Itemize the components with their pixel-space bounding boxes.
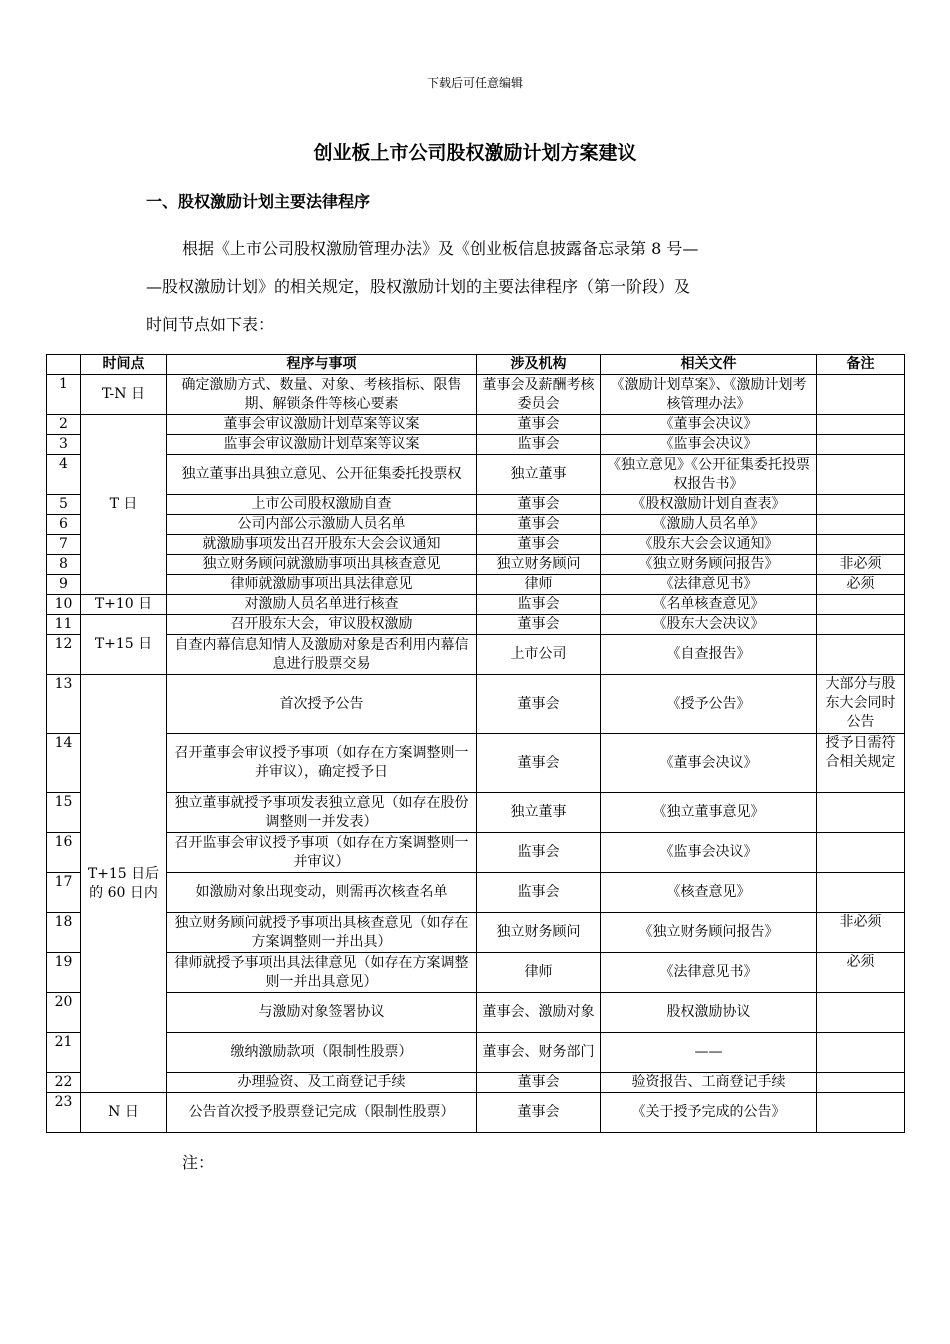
header-org: 涉及机构 — [477, 355, 601, 375]
doc-cell: 《股东大会决议》 — [601, 615, 817, 635]
org-cell: 董事会 — [477, 1073, 601, 1093]
time-point: T+15 日 — [81, 615, 167, 675]
note-cell: 必须 — [817, 953, 905, 993]
item-cell: 就激励事项发出召开股东大会会议通知 — [167, 535, 477, 555]
header-item: 程序与事项 — [167, 355, 477, 375]
footnote: 注： — [182, 1153, 215, 1172]
time-point: T+10 日 — [81, 595, 167, 615]
table-row — [47, 435, 905, 455]
row-number: 8 — [47, 555, 81, 575]
note-cell — [817, 535, 905, 555]
doc-cell: 《独立意见》《公开征集委托投票权报告书》 — [601, 455, 817, 495]
note-cell: 非必须 — [817, 555, 905, 575]
table-header-row — [47, 355, 905, 375]
table-row — [47, 793, 905, 833]
note-cell — [817, 873, 905, 913]
table-row — [47, 635, 905, 675]
note-cell — [817, 415, 905, 435]
document-title: 创业板上市公司股权激励计划方案建议 — [313, 142, 637, 164]
table-row — [47, 595, 905, 615]
table-row — [47, 455, 905, 495]
doc-cell: 《核查意见》 — [601, 873, 817, 913]
time-point: T-N 日 — [81, 375, 167, 415]
doc-cell: 《股东大会会议通知》 — [601, 535, 817, 555]
note-cell — [817, 1093, 905, 1133]
item-cell: 办理验资、及工商登记手续 — [167, 1073, 477, 1093]
table-row — [47, 555, 905, 575]
item-cell: 自查内幕信息知情人及激励对象是否利用内幕信息进行股票交易 — [167, 635, 477, 675]
item-cell: 与激励对象签署协议 — [167, 993, 477, 1033]
org-cell: 监事会 — [477, 435, 601, 455]
note-cell — [817, 515, 905, 535]
doc-cell: 《激励人员名单》 — [601, 515, 817, 535]
item-cell: 召开董事会审议授予事项（如存在方案调整则一并审议），确定授予日 — [167, 734, 477, 793]
doc-cell: 《独立财务顾问报告》 — [601, 913, 817, 953]
item-cell: 公告首次授予股票登记完成（限制性股票） — [167, 1093, 477, 1133]
note-cell: 必须 — [817, 575, 905, 595]
item-cell: 独立财务顾问就授予事项出具核查意见（如存在方案调整则一并出具） — [167, 913, 477, 953]
org-cell: 独立董事 — [477, 793, 601, 833]
item-cell: 独立财务顾问就激励事项出具核查意见 — [167, 555, 477, 575]
table-row — [47, 913, 905, 953]
header-note: 下载后可任意编辑 — [426, 76, 523, 90]
table-row — [47, 675, 905, 734]
row-number: 6 — [47, 515, 81, 535]
time-point: N 日 — [81, 1093, 167, 1133]
item-cell: 上市公司股权激励自查 — [167, 495, 477, 515]
paragraph-line: —股权激励计划》的相关规定，股权激励计划的主要法律程序（第一阶段）及 — [146, 277, 691, 296]
row-number: 22 — [47, 1073, 81, 1093]
org-cell: 上市公司 — [477, 635, 601, 675]
org-cell: 董事会、财务部门 — [477, 1033, 601, 1073]
note-cell — [817, 635, 905, 675]
table-row — [47, 615, 905, 635]
org-cell: 董事会 — [477, 675, 601, 734]
table-row — [47, 415, 905, 435]
doc-cell: —— — [601, 1033, 817, 1073]
row-number: 19 — [47, 953, 81, 993]
doc-cell: 《授予公告》 — [601, 675, 817, 734]
org-cell: 董事会 — [477, 495, 601, 515]
row-number: 18 — [47, 913, 81, 953]
org-cell: 独立董事 — [477, 455, 601, 495]
doc-cell: 《监事会决议》 — [601, 833, 817, 873]
doc-cell: 《激励计划草案》、《激励计划考核管理办法》 — [601, 375, 817, 415]
doc-cell: 《自查报告》 — [601, 635, 817, 675]
org-cell: 董事会 — [477, 535, 601, 555]
table-row — [47, 993, 905, 1033]
doc-cell: 《监事会决议》 — [601, 435, 817, 455]
row-number: 16 — [47, 833, 81, 873]
item-cell: 独立董事就授予事项发表独立意见（如存在股份调整则一并发表） — [167, 793, 477, 833]
org-cell: 监事会 — [477, 833, 601, 873]
item-cell: 监事会审议激励计划草案等议案 — [167, 435, 477, 455]
table-row — [47, 873, 905, 913]
note-cell — [817, 455, 905, 495]
note-cell — [817, 375, 905, 415]
table-row — [47, 515, 905, 535]
item-cell: 召开股东大会，审议股权激励 — [167, 615, 477, 635]
note-cell — [817, 615, 905, 635]
row-number: 7 — [47, 535, 81, 555]
header-time: 时间点 — [81, 355, 167, 375]
row-number: 5 — [47, 495, 81, 515]
note-cell — [817, 435, 905, 455]
doc-cell: 股权激励协议 — [601, 993, 817, 1033]
row-number: 15 — [47, 793, 81, 833]
row-number: 9 — [47, 575, 81, 595]
note-cell: 非必须 — [817, 913, 905, 953]
table-row — [47, 495, 905, 515]
doc-cell: 《法律意见书》 — [601, 953, 817, 993]
time-point: T+15 日后的 60 日内 — [81, 675, 167, 1093]
row-number: 10 — [47, 595, 81, 615]
header-no — [47, 355, 81, 375]
time-point: T 日 — [81, 415, 167, 595]
row-number: 3 — [47, 435, 81, 455]
org-cell: 董事会 — [477, 515, 601, 535]
item-cell: 对激励人员名单进行核查 — [167, 595, 477, 615]
item-cell: 首次授予公告 — [167, 675, 477, 734]
item-cell: 召开监事会审议授予事项（如存在方案调整则一并审议） — [167, 833, 477, 873]
row-number: 12 — [47, 635, 81, 675]
item-cell: 确定激励方式、数量、对象、考核指标、限售期、解锁条件等核心要素 — [167, 375, 477, 415]
item-cell: 如激励对象出现变动，则需再次核查名单 — [167, 873, 477, 913]
item-cell: 缴纳激励款项（限制性股票） — [167, 1033, 477, 1073]
doc-cell: 《董事会决议》 — [601, 415, 817, 435]
table-row — [47, 953, 905, 993]
table-row — [47, 1033, 905, 1073]
note-cell — [817, 833, 905, 873]
header-doc: 相关文件 — [601, 355, 817, 375]
item-cell: 独立董事出具独立意见、公开征集委托投票权 — [167, 455, 477, 495]
procedure-table — [46, 354, 905, 1133]
note-cell — [817, 793, 905, 833]
org-cell: 董事会 — [477, 734, 601, 793]
doc-cell: 《股权激励计划自查表》 — [601, 495, 817, 515]
note-cell — [817, 993, 905, 1033]
table-row — [47, 833, 905, 873]
row-number: 2 — [47, 415, 81, 435]
org-cell: 监事会 — [477, 595, 601, 615]
doc-cell: 验资报告、工商登记手续 — [601, 1073, 817, 1093]
item-cell: 董事会审议激励计划草案等议案 — [167, 415, 477, 435]
doc-cell: 《董事会决议》 — [601, 734, 817, 793]
table-row — [47, 1093, 905, 1133]
doc-cell: 《独立董事意见》 — [601, 793, 817, 833]
row-number: 1 — [47, 375, 81, 415]
paragraph-line: 时间节点如下表： — [146, 315, 275, 334]
row-number: 13 — [47, 675, 81, 734]
note-cell — [817, 1033, 905, 1073]
row-number: 4 — [47, 455, 81, 495]
doc-cell: 《关于授予完成的公告》 — [601, 1093, 817, 1133]
note-cell: 大部分与股东大会同时公告 — [817, 675, 905, 734]
org-cell: 董事会 — [477, 1093, 601, 1133]
row-number: 14 — [47, 734, 81, 793]
row-number: 21 — [47, 1033, 81, 1073]
item-cell: 公司内部公示激励人员名单 — [167, 515, 477, 535]
table-row — [47, 734, 905, 793]
item-cell: 律师就授予事项出具法律意见（如存在方案调整则一并出具意见） — [167, 953, 477, 993]
doc-cell: 《独立财务顾问报告》 — [601, 555, 817, 575]
doc-cell: 《名单核查意见》 — [601, 595, 817, 615]
section-heading: 一、股权激励计划主要法律程序 — [146, 192, 371, 211]
table-row — [47, 535, 905, 555]
item-cell: 律师就激励事项出具法律意见 — [167, 575, 477, 595]
org-cell: 独立财务顾问 — [477, 555, 601, 575]
note-cell — [817, 495, 905, 515]
header-note: 备注 — [817, 355, 905, 375]
org-cell: 律师 — [477, 953, 601, 993]
row-number: 17 — [47, 873, 81, 913]
note-cell — [817, 1073, 905, 1093]
note-cell: 授予日需符合相关规定 — [817, 734, 905, 793]
org-cell: 独立财务顾问 — [477, 913, 601, 953]
row-number: 11 — [47, 615, 81, 635]
table-row — [47, 375, 905, 415]
org-cell: 董事会、激励对象 — [477, 993, 601, 1033]
paragraph-line: 根据《上市公司股权激励管理办法》及《创业板信息披露备忘录第 8 号— — [182, 239, 699, 258]
table-row — [47, 575, 905, 595]
org-cell: 律师 — [477, 575, 601, 595]
org-cell: 监事会 — [477, 873, 601, 913]
table-row — [47, 1073, 905, 1093]
org-cell: 董事会 — [477, 415, 601, 435]
intro-paragraph — [146, 230, 810, 344]
note-cell — [817, 595, 905, 615]
org-cell: 董事会 — [477, 615, 601, 635]
doc-cell: 《法律意见书》 — [601, 575, 817, 595]
row-number: 23 — [47, 1093, 81, 1133]
org-cell: 董事会及薪酬考核委员会 — [477, 375, 601, 415]
row-number: 20 — [47, 993, 81, 1033]
